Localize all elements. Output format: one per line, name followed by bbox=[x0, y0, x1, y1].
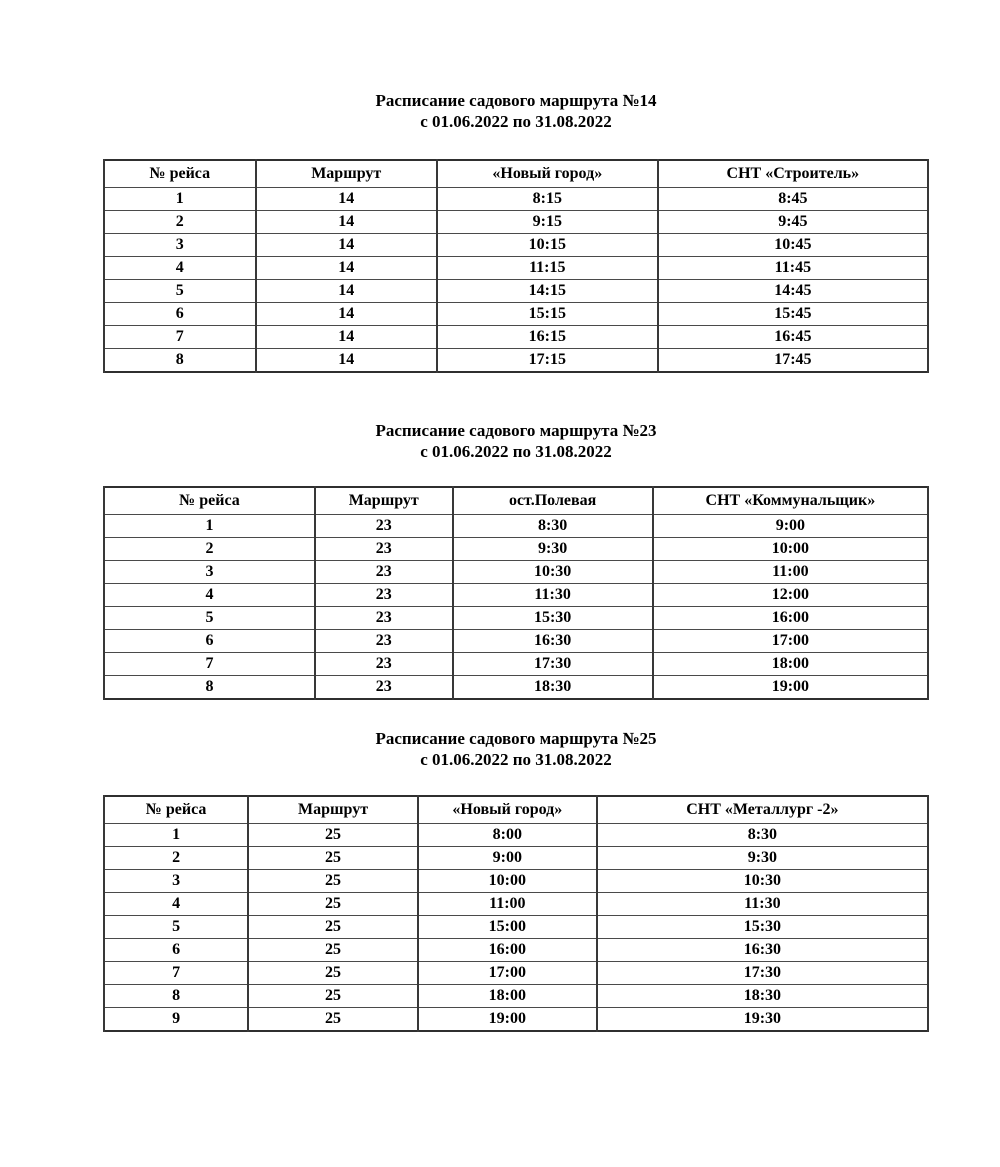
table-cell: 17:00 bbox=[653, 630, 928, 653]
table-row bbox=[104, 607, 928, 630]
table-cell: 9:00 bbox=[418, 847, 597, 870]
table-cell: 18:30 bbox=[453, 676, 653, 700]
table-row bbox=[104, 653, 928, 676]
table-cell: 25 bbox=[248, 962, 418, 985]
table-row bbox=[104, 326, 928, 349]
table-cell: 17:45 bbox=[658, 349, 928, 373]
table-cell: 18:00 bbox=[653, 653, 928, 676]
schedule-title-route-25 bbox=[103, 700, 929, 770]
table-cell: 25 bbox=[248, 893, 418, 916]
table-cell: 11:45 bbox=[658, 257, 928, 280]
table-cell: 10:45 bbox=[658, 234, 928, 257]
table-row bbox=[104, 630, 928, 653]
table-cell: 14 bbox=[256, 326, 437, 349]
table-cell: 15:30 bbox=[453, 607, 653, 630]
schedule-section-route-25 bbox=[103, 700, 929, 1032]
table-cell: 19:30 bbox=[597, 1008, 928, 1032]
table-cell: 3 bbox=[104, 234, 256, 257]
column-header: ост.Полевая bbox=[453, 487, 653, 515]
table-cell: 3 bbox=[104, 561, 315, 584]
table-cell: 8 bbox=[104, 676, 315, 700]
schedule-title-line1: Расписание садового маршрута №14 bbox=[375, 91, 657, 110]
table-cell: 9:30 bbox=[597, 847, 928, 870]
table-cell: 23 bbox=[315, 584, 453, 607]
table-cell: 25 bbox=[248, 1008, 418, 1032]
table-cell: 17:30 bbox=[453, 653, 653, 676]
table-cell: 7 bbox=[104, 962, 248, 985]
column-header: СНТ «Металлург -2» bbox=[597, 796, 928, 824]
table-cell: 6 bbox=[104, 630, 315, 653]
column-header: «Новый город» bbox=[418, 796, 597, 824]
table-cell: 14:45 bbox=[658, 280, 928, 303]
table-cell: 11:00 bbox=[653, 561, 928, 584]
table-cell: 23 bbox=[315, 653, 453, 676]
table-row bbox=[104, 676, 928, 700]
table-cell: 9:30 bbox=[453, 538, 653, 561]
table-row bbox=[104, 916, 928, 939]
schedule-title-line2: с 01.06.2022 по 31.08.2022 bbox=[420, 112, 612, 131]
table-cell: 25 bbox=[248, 939, 418, 962]
table-cell: 8:30 bbox=[597, 824, 928, 847]
schedule-title-line2: с 01.06.2022 по 31.08.2022 bbox=[420, 750, 612, 769]
table-cell: 8:30 bbox=[453, 515, 653, 538]
table-cell: 9:00 bbox=[653, 515, 928, 538]
table-cell: 6 bbox=[104, 303, 256, 326]
table-cell: 18:00 bbox=[418, 985, 597, 1008]
table-cell: 25 bbox=[248, 847, 418, 870]
column-header: № рейса bbox=[104, 487, 315, 515]
table-cell: 23 bbox=[315, 630, 453, 653]
header-row bbox=[104, 796, 928, 824]
schedule-table-route-23 bbox=[103, 486, 929, 700]
table-row bbox=[104, 985, 928, 1008]
table-cell: 10:00 bbox=[418, 870, 597, 893]
schedule-table-route-14 bbox=[103, 159, 929, 373]
table-cell: 16:15 bbox=[437, 326, 658, 349]
table-row bbox=[104, 847, 928, 870]
table-cell: 8:15 bbox=[437, 188, 658, 211]
table-cell: 19:00 bbox=[418, 1008, 597, 1032]
table-cell: 12:00 bbox=[653, 584, 928, 607]
column-header: Маршрут bbox=[315, 487, 453, 515]
table-cell: 16:45 bbox=[658, 326, 928, 349]
schedule-section-route-14 bbox=[103, 0, 929, 373]
table-cell: 15:00 bbox=[418, 916, 597, 939]
table-cell: 17:15 bbox=[437, 349, 658, 373]
table-cell: 23 bbox=[315, 607, 453, 630]
table-cell: 2 bbox=[104, 211, 256, 234]
table-row bbox=[104, 188, 928, 211]
schedule-title-line1: Расписание садового маршрута №23 bbox=[375, 421, 657, 440]
table-cell: 2 bbox=[104, 538, 315, 561]
table-cell: 14 bbox=[256, 211, 437, 234]
table-cell: 8:45 bbox=[658, 188, 928, 211]
table-row bbox=[104, 824, 928, 847]
schedule-title-route-14 bbox=[103, 0, 929, 132]
table-cell: 3 bbox=[104, 870, 248, 893]
table-row bbox=[104, 870, 928, 893]
table-row bbox=[104, 515, 928, 538]
schedule-title-line1: Расписание садового маршрута №25 bbox=[375, 729, 657, 748]
table-cell: 1 bbox=[104, 515, 315, 538]
table-cell: 19:00 bbox=[653, 676, 928, 700]
table-cell: 16:00 bbox=[418, 939, 597, 962]
table-cell: 14:15 bbox=[437, 280, 658, 303]
table-cell: 16:30 bbox=[453, 630, 653, 653]
column-header: № рейса bbox=[104, 796, 248, 824]
table-cell: 5 bbox=[104, 280, 256, 303]
table-cell: 4 bbox=[104, 584, 315, 607]
table-cell: 25 bbox=[248, 985, 418, 1008]
column-header: СНТ «Строитель» bbox=[658, 160, 928, 188]
table-cell: 23 bbox=[315, 515, 453, 538]
column-header: № рейса bbox=[104, 160, 256, 188]
table-row bbox=[104, 303, 928, 326]
table-row bbox=[104, 893, 928, 916]
schedule-title-line2: с 01.06.2022 по 31.08.2022 bbox=[420, 442, 612, 461]
document-page bbox=[103, 0, 929, 1032]
table-cell: 10:15 bbox=[437, 234, 658, 257]
column-header: Маршрут bbox=[256, 160, 437, 188]
schedule-section-route-23 bbox=[103, 373, 929, 700]
table-cell: 1 bbox=[104, 188, 256, 211]
table-row bbox=[104, 1008, 928, 1032]
table-row bbox=[104, 561, 928, 584]
table-cell: 23 bbox=[315, 561, 453, 584]
table-cell: 25 bbox=[248, 824, 418, 847]
table-cell: 25 bbox=[248, 916, 418, 939]
table-cell: 5 bbox=[104, 607, 315, 630]
column-header: «Новый город» bbox=[437, 160, 658, 188]
table-cell: 14 bbox=[256, 303, 437, 326]
table-cell: 9:45 bbox=[658, 211, 928, 234]
table-cell: 4 bbox=[104, 893, 248, 916]
table-cell: 2 bbox=[104, 847, 248, 870]
table-row bbox=[104, 257, 928, 280]
table-cell: 18:30 bbox=[597, 985, 928, 1008]
table-cell: 4 bbox=[104, 257, 256, 280]
table-cell: 11:00 bbox=[418, 893, 597, 916]
table-cell: 8:00 bbox=[418, 824, 597, 847]
table-cell: 16:00 bbox=[653, 607, 928, 630]
column-header: Маршрут bbox=[248, 796, 418, 824]
table-cell: 5 bbox=[104, 916, 248, 939]
table-cell: 11:30 bbox=[597, 893, 928, 916]
table-cell: 6 bbox=[104, 939, 248, 962]
schedule-title-route-23 bbox=[103, 373, 929, 462]
table-cell: 11:15 bbox=[437, 257, 658, 280]
table-cell: 14 bbox=[256, 234, 437, 257]
table-cell: 25 bbox=[248, 870, 418, 893]
table-row bbox=[104, 234, 928, 257]
table-cell: 1 bbox=[104, 824, 248, 847]
table-row bbox=[104, 538, 928, 561]
table-row bbox=[104, 349, 928, 373]
schedule-table-route-25 bbox=[103, 795, 929, 1032]
table-cell: 10:30 bbox=[597, 870, 928, 893]
table-cell: 8 bbox=[104, 985, 248, 1008]
table-row bbox=[104, 280, 928, 303]
table-cell: 7 bbox=[104, 326, 256, 349]
table-cell: 15:45 bbox=[658, 303, 928, 326]
table-cell: 17:30 bbox=[597, 962, 928, 985]
table-cell: 14 bbox=[256, 188, 437, 211]
table-cell: 9 bbox=[104, 1008, 248, 1032]
table-cell: 17:00 bbox=[418, 962, 597, 985]
table-cell: 7 bbox=[104, 653, 315, 676]
table-cell: 23 bbox=[315, 676, 453, 700]
table-cell: 14 bbox=[256, 280, 437, 303]
table-cell: 16:30 bbox=[597, 939, 928, 962]
table-cell: 14 bbox=[256, 257, 437, 280]
table-cell: 10:30 bbox=[453, 561, 653, 584]
table-row bbox=[104, 962, 928, 985]
table-row bbox=[104, 939, 928, 962]
table-cell: 10:00 bbox=[653, 538, 928, 561]
table-cell: 9:15 bbox=[437, 211, 658, 234]
table-cell: 15:15 bbox=[437, 303, 658, 326]
table-cell: 15:30 bbox=[597, 916, 928, 939]
table-cell: 8 bbox=[104, 349, 256, 373]
table-cell: 23 bbox=[315, 538, 453, 561]
table-cell: 11:30 bbox=[453, 584, 653, 607]
table-row bbox=[104, 584, 928, 607]
table-row bbox=[104, 211, 928, 234]
table-cell: 14 bbox=[256, 349, 437, 373]
header-row bbox=[104, 487, 928, 515]
column-header: СНТ «Коммунальщик» bbox=[653, 487, 928, 515]
header-row bbox=[104, 160, 928, 188]
